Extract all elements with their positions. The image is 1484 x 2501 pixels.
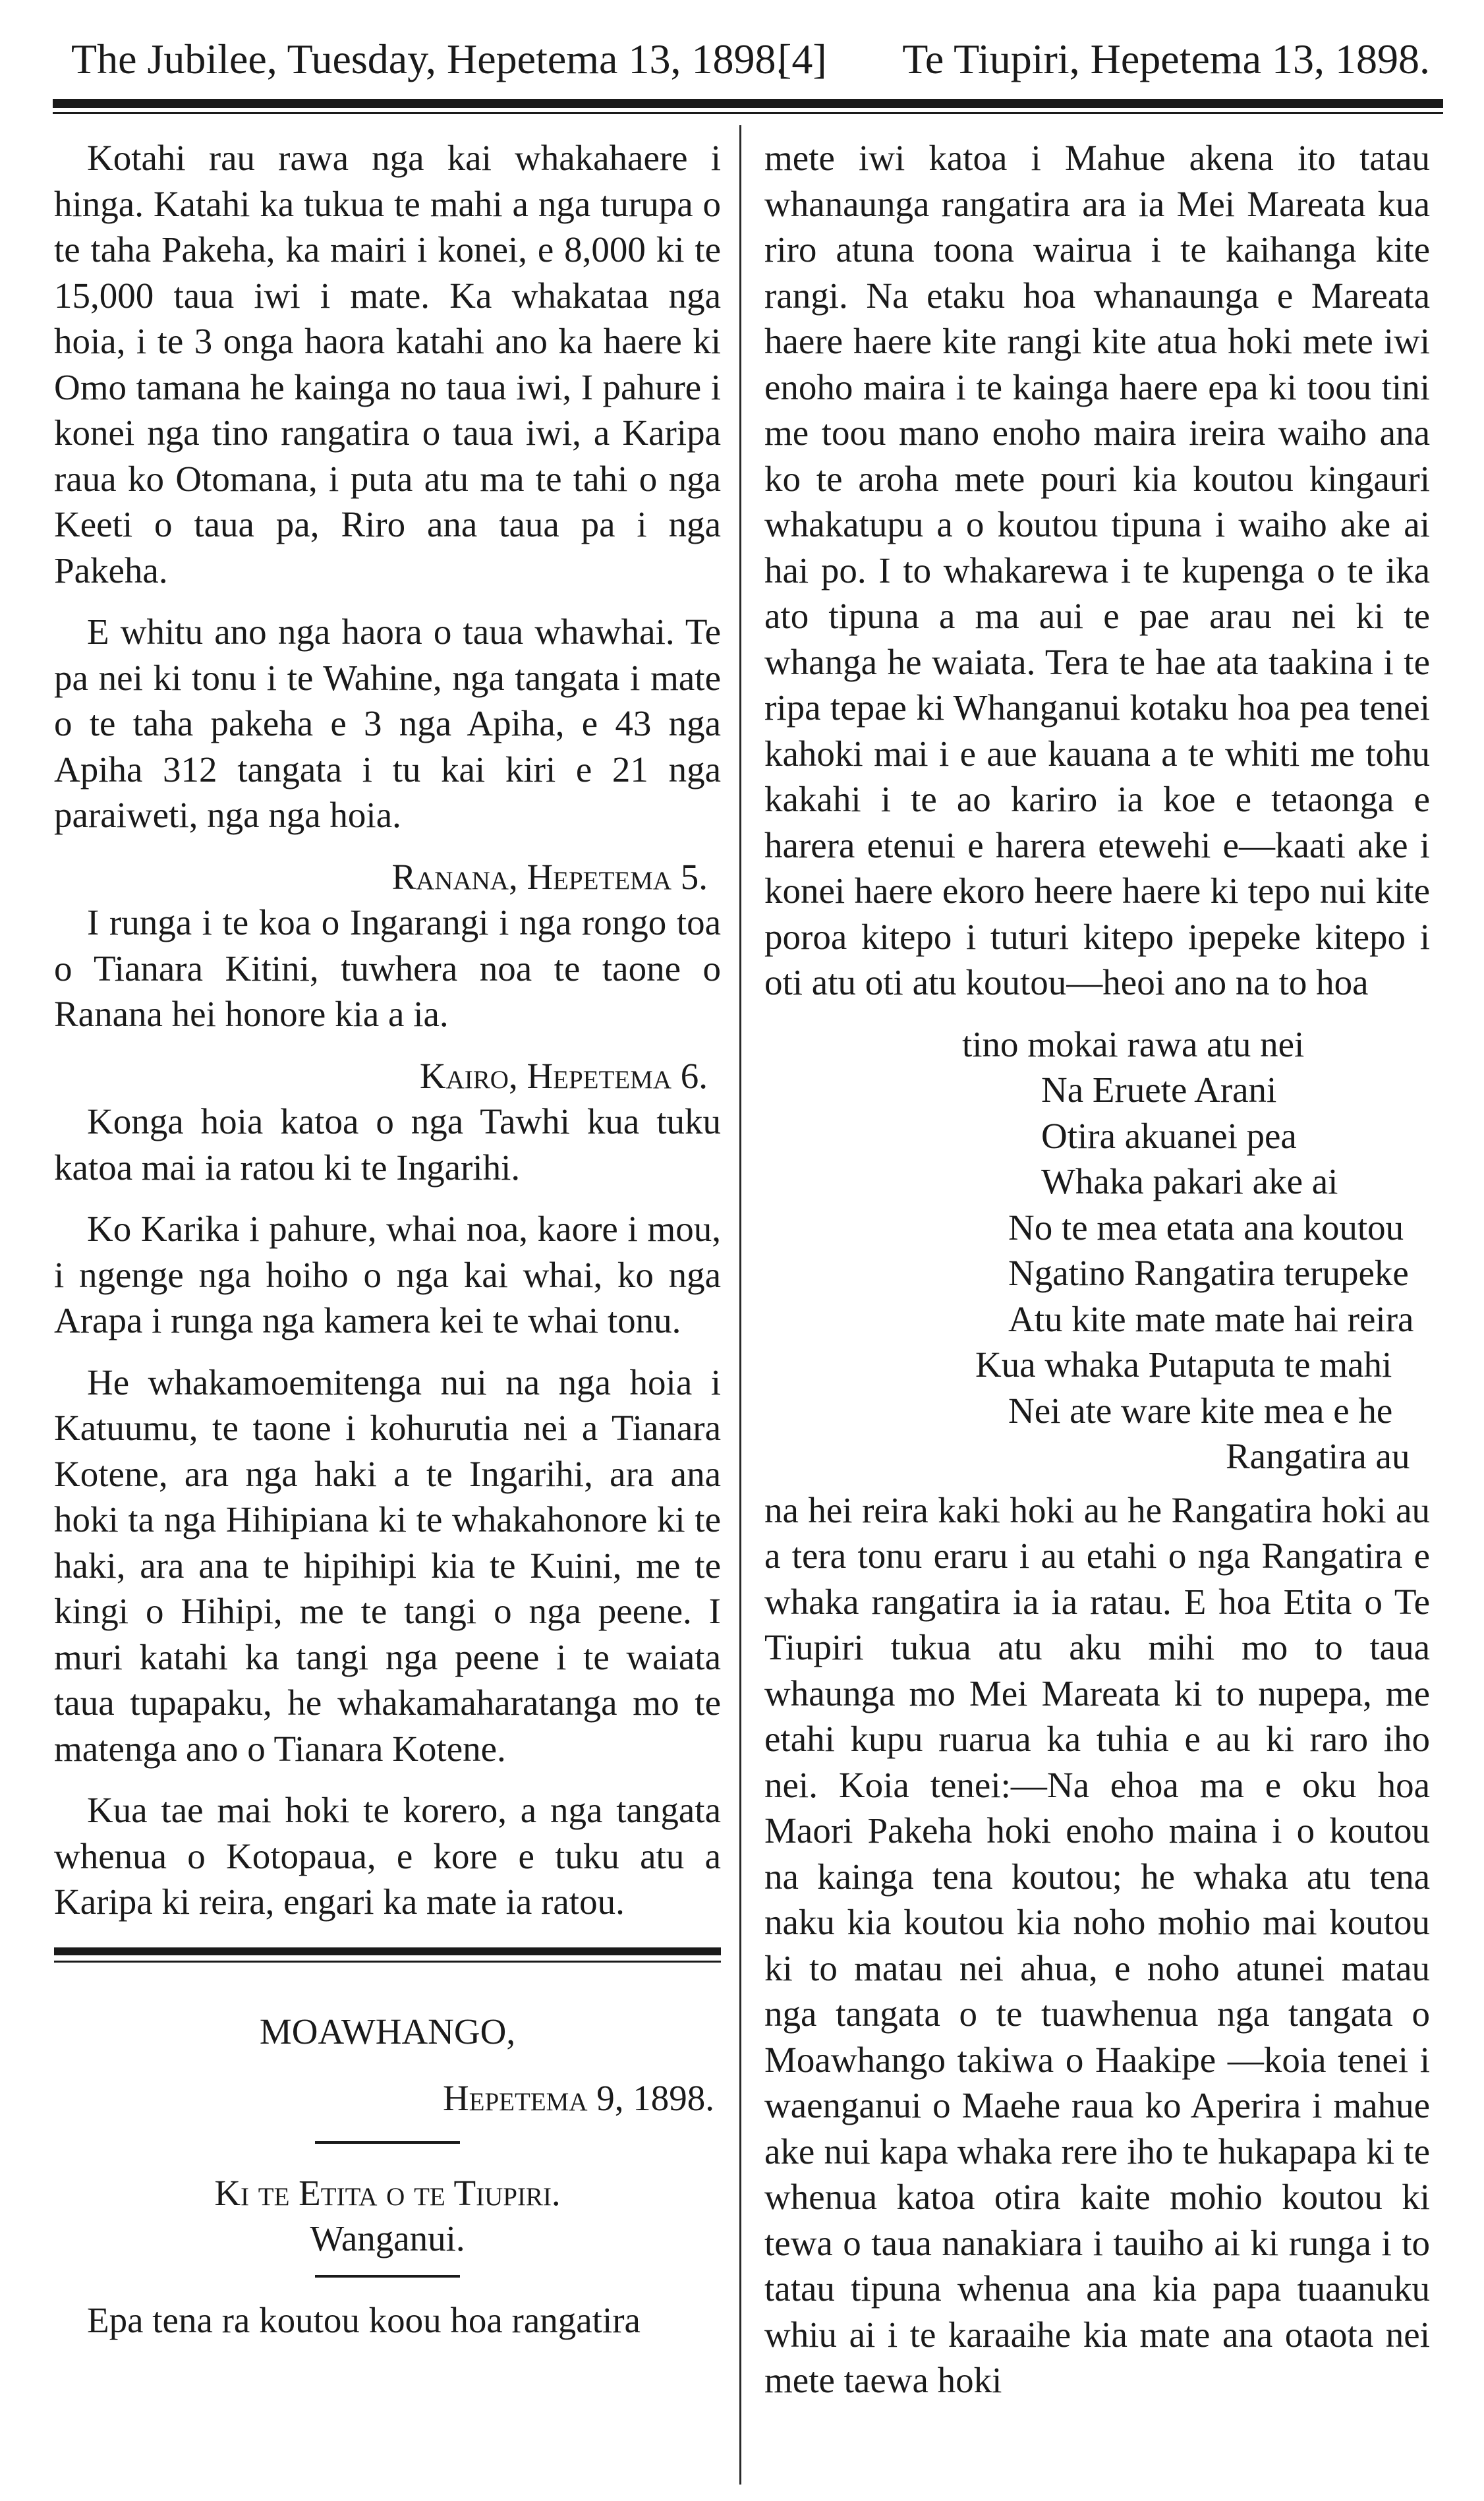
section-heading: MOAWHANGO, — [259, 2011, 516, 2052]
section-rule-thin — [54, 1961, 721, 1963]
dateline: Hepetema 9, 1898. — [442, 2078, 714, 2118]
paragraph: Kotahi rau rawa nga kai whakahaere i hinga. Katahi ka tukua te mahi a nga turupa o te taha Pakeha, ka mairi i konei, e 8,000 ki te 15,000 taua iwi i mate. Ka whakataa nga hoia, i te 3 onga haora katahi ano ka haere ki Omo tamana he kainga no taua iwi, I pahure i konei nga tino rangatira o taua iwi, a Karipa raua ko Otomana, i puta atu ma te tahi o nga Keeti o taua pa, Riro ana taua pa i nga Pakeha. — [54, 138, 721, 590]
page-header — [40, 20, 1450, 99]
header-right-title: Te Tiupiri, Hepetema 13, 1898. — [902, 36, 1430, 82]
right-column — [764, 135, 1430, 2419]
poem-line: Nei ate ware kite mea e he — [1008, 1390, 1393, 1431]
poem-line: No te mea etata ana koutou — [1008, 1207, 1404, 1248]
poem-line: Ngatino Rangatira terupeke — [1008, 1253, 1409, 1293]
dateline: Kairo, Hepetema 6. — [419, 1055, 708, 1096]
paragraph: He whakamoemitenga nui na nga hoia i Katuumu, te taone i kohurutia nei a Tianara Kotene, ara nga haki a te Ingarihi, ara ana hoki ta nga Hihipiana ki te whakahonore ki te haki, ara ana te hipihipi kia te Kuini, me te kingi o Hihipi, me te tangi o nga peene. I muri katahi ka tangi nga peene i te waiata taua tupapaku, he whakamaharatanga mo te matenga ano o Tianara Kotene. — [54, 1362, 721, 1769]
header-rule-thin — [53, 112, 1443, 114]
paragraph: na hei reira kaki hoki au he Rangatira hoki au a tera tonu eraru i au etahi o nga Rangatira e whaka rangatira ia ia ratau. E hoa Etita o Te Tiupiri tukua atu aku mihi mo to taua whaunga mo Mei Mareata ki to nupepa, me etahi kupu ruarua ka tuhia e au ki raro iho nei. Koia tenei:—Na ehoa ma e oku hoa Maori Pakeha hoki enoho maina i o koutou na kainga tena koutou; he whaka atu tena naku kia koutou kia noho mohio mai koutou ki to matau nei ahua, e noho atunei matau nga tangata o te tuawhenua nga tangata o Moawhango takiwa o Haakipe —koia tenei i waenganui o Maehe raua ko Aperira i mahue ake nui kapa whaka rere iho te hukapapa ki te whenua katoa otira kaite mohio koutou ki tewa o taua nanakiara i tauiho ai ki runga i to tatau tipuna whenua ana kia papa tuaanuku whiu ai i te karaaihe kia mate ana otaota nei mete taewa hoki — [764, 1489, 1430, 2400]
paragraph: Konga hoia katoa o nga Tawhi kua tuku katoa mai ia ratou ki te Ingarihi. — [54, 1101, 721, 1188]
poem-line: tino mokai rawa atu nei — [962, 1023, 1305, 1064]
column-divider — [739, 125, 741, 2485]
header-left-title: The Jubilee, Tuesday, Hepetema 13, 1898. — [71, 36, 787, 82]
poem-line: Rangatira au — [1226, 1436, 1410, 1476]
poem-line: Na Eruete Arani — [1041, 1070, 1277, 1110]
paragraph: mete iwi katoa i Mahue akena ito tatau whanaunga rangatira ara ia Mei Mareata kua riro atuna toona wairua i te kaihanga kite rangi. Na etaku hoa whanaunga e Mareata haere haere kite rangi kite atua hoki mete iwi enoho maira i te kainga haere epa ki toou tini me toou mano enoho maira ireira waiho ana ko te aroha mete pouri kia koutou kingauri whakatupu a o koutou tipuna i waiho ake ai hai po. I to whakarewa i te kupenga o te ika ato tipuna a ma aui e pae arau nei ki te whanga he waiata. Tera te hae ata taakina i te ripa tepae ki Whanganui kotaku hoa pea tenei kahoki mai i e aue kauana a te whiti me tohu kakahi i te ao kariro ia koe e tetaonga e harera etenui e harera etewehi e—kaati ake i konei haere ekoro heere haere ki tepo nui kite poroa kitepo i tuturi kitepo ipepeke kitepo i oti atu oti atu koutou—heoi ano na to hoa — [764, 138, 1430, 1002]
short-rule — [315, 2275, 460, 2278]
paragraph: I runga i te koa o Ingarangi i nga rongo toa o Tianara Kitini, tuwhera noa te taone o Ranana hei honore kia a ia. — [54, 902, 721, 1034]
short-rule — [315, 2141, 460, 2144]
poem — [764, 1021, 1430, 1480]
paragraph: Ko Karika i pahure, whai noa, kaore i mou, i ngenge nga hoiho o nga kai whai, ko nga Arapa i runga nga kamera kei te whai tonu. — [54, 1209, 721, 1340]
poem-line: Otira akuanei pea — [1041, 1115, 1297, 1156]
dateline: Ranana, Hepetema 5. — [391, 856, 708, 897]
paragraph: Kua tae mai hoki te korero, a nga tangata whenua o Kotopaua, e kore e tuku atu a Karipa ki reira, engari ka mate ia ratou. — [54, 1790, 721, 1922]
letter-addressee: Ki te Etita o te Tiupiri. — [214, 2172, 561, 2213]
poem-line: Kua whaka Putaputa te mahi — [975, 1344, 1392, 1385]
page-number: [4] — [778, 36, 827, 82]
header-rule-thick — [53, 99, 1443, 108]
letter-place: Wanganui. — [310, 2218, 465, 2258]
paragraph: Epa tena ra koutou koou hoa rangatira — [87, 2299, 641, 2340]
section-rule-thick — [54, 1947, 721, 1955]
left-column — [54, 135, 721, 2359]
poem-line: Whaka pakari ake ai — [1041, 1161, 1338, 1201]
poem-line: Atu kite mate mate hai reira — [1008, 1298, 1414, 1339]
paragraph: E whitu ano nga haora o taua whawhai. Te pa nei ki tonu i te Wahine, nga tangata i mate o te taha pakeha e 3 nga Apiha, e 43 nga Apiha 312 tangata i tu kai kiri e 21 nga paraiweti, nga nga hoia. — [54, 612, 721, 835]
